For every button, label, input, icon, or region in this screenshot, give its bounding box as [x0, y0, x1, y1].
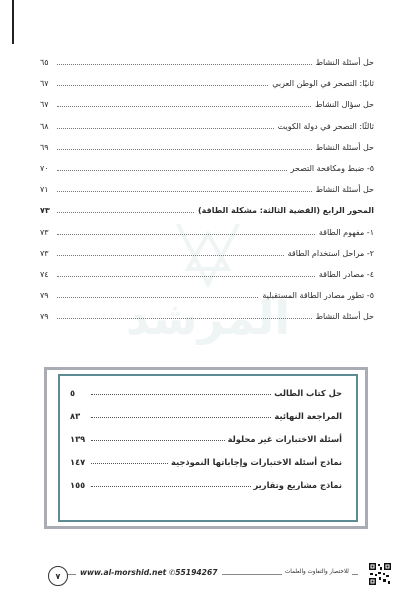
dot-leader	[91, 417, 271, 418]
entry-label: ٤- مصادر الطاقة	[318, 269, 374, 279]
dot-leader	[57, 64, 312, 65]
appendix-row	[70, 450, 342, 473]
entry-label: المراجعة النهائية	[274, 410, 342, 421]
toc-row	[40, 264, 374, 285]
footer-website: www.al-morshid.net ✆55194267	[76, 568, 222, 577]
entry-label: نماذج أسئلة الاختبارات وإجاباتها النموذجية	[170, 456, 342, 467]
entry-label: حل سؤال النشاط	[314, 100, 374, 110]
entry-label: نماذج مشاريع وتقارير	[253, 479, 342, 490]
entry-page-number: ٧٣	[40, 227, 49, 237]
dot-leader	[57, 191, 312, 192]
toc-row	[40, 243, 374, 264]
dot-leader	[91, 440, 225, 441]
toc-row	[40, 222, 374, 243]
toc-row	[40, 52, 374, 73]
entry-page-number: ٧٣	[40, 206, 50, 216]
toc-row	[40, 73, 374, 94]
watermark-text: المرشد	[125, 291, 291, 345]
entry-label: المحور الرابع (القضية الثالثة: مشكلة الطاقة)	[197, 206, 374, 216]
entry-page-number: ٧٤	[40, 269, 49, 279]
dot-leader	[57, 276, 315, 277]
page-number: ٧	[48, 566, 68, 586]
entry-label: ثانيًا: التصحر في الوطن العربي	[272, 79, 374, 89]
footer-tagline: للاختصار والتفاوت والعلمات	[282, 569, 352, 575]
entry-page-number: ٦٩	[40, 142, 49, 152]
entry-label: حل كتاب الطالب	[274, 387, 342, 398]
entry-label: ٥- ضبط ومكافحة التصحر	[290, 164, 374, 174]
appendix-row	[70, 427, 342, 450]
entry-page-number: ١٣٩	[70, 433, 86, 444]
entry-label: حل أسئلة النشاط	[315, 142, 374, 152]
entry-page-number: ٦٧	[40, 79, 49, 89]
entry-page-number: ١٥٥	[70, 479, 86, 490]
entry-label: ١- مفهوم الطاقة	[318, 227, 374, 237]
dot-leader	[57, 255, 284, 256]
entry-label: ٥- تطور مصادر الطاقة المستقبلية	[262, 291, 374, 301]
dot-leader	[57, 128, 274, 129]
toc-row	[40, 179, 374, 200]
dot-leader	[57, 297, 258, 298]
dot-leader	[57, 212, 194, 213]
appendix-box	[44, 367, 368, 529]
entry-page-number: ٥	[70, 387, 76, 398]
dot-leader	[57, 149, 312, 150]
appendix-row	[70, 381, 342, 404]
entry-page-number: ٧٠	[40, 164, 49, 174]
page-footer	[0, 560, 414, 590]
entry-label: حل أسئلة النشاط	[315, 58, 374, 68]
entry-label: حل أسئلة النشاط	[315, 312, 374, 322]
appendix-list	[70, 381, 342, 496]
entry-page-number: ٧٩	[40, 312, 49, 322]
appendix-row	[70, 473, 342, 496]
entry-label: أسئلة الاختبارات غير محلولة	[227, 433, 342, 444]
dot-leader	[57, 106, 311, 107]
dot-leader	[57, 170, 287, 171]
entry-label: ثالثًا: التصحر في دولة الكويت	[277, 121, 374, 131]
toc-row	[40, 158, 374, 179]
dot-leader	[91, 463, 168, 464]
corner-crop-mark	[12, 0, 14, 44]
entry-page-number: ٦٧	[40, 100, 49, 110]
appendix-row	[70, 404, 342, 427]
toc-row	[40, 137, 374, 158]
entry-page-number: ٦٥	[40, 58, 49, 68]
toc-row	[40, 306, 374, 327]
toc-row	[40, 200, 374, 221]
toc-row	[40, 285, 374, 306]
entry-page-number: ٧٣	[40, 248, 49, 258]
dot-leader	[91, 486, 251, 487]
entry-page-number: ٨٣	[70, 410, 81, 421]
entry-page-number: ١٤٧	[70, 456, 86, 467]
dot-leader	[57, 85, 268, 86]
dot-leader	[57, 318, 312, 319]
toc-row	[40, 116, 374, 137]
entry-page-number: ٧١	[40, 185, 49, 195]
entry-page-number: ٧٩	[40, 291, 49, 301]
toc-row	[40, 94, 374, 115]
dot-leader	[91, 394, 271, 395]
table-of-contents	[40, 52, 374, 327]
entry-label: ٢- مراحل استخدام الطاقة	[287, 248, 374, 258]
entry-page-number: ٦٨	[40, 121, 49, 131]
qr-code-icon	[368, 562, 392, 586]
entry-label: حل أسئلة النشاط	[315, 185, 374, 195]
dot-leader	[57, 234, 315, 235]
